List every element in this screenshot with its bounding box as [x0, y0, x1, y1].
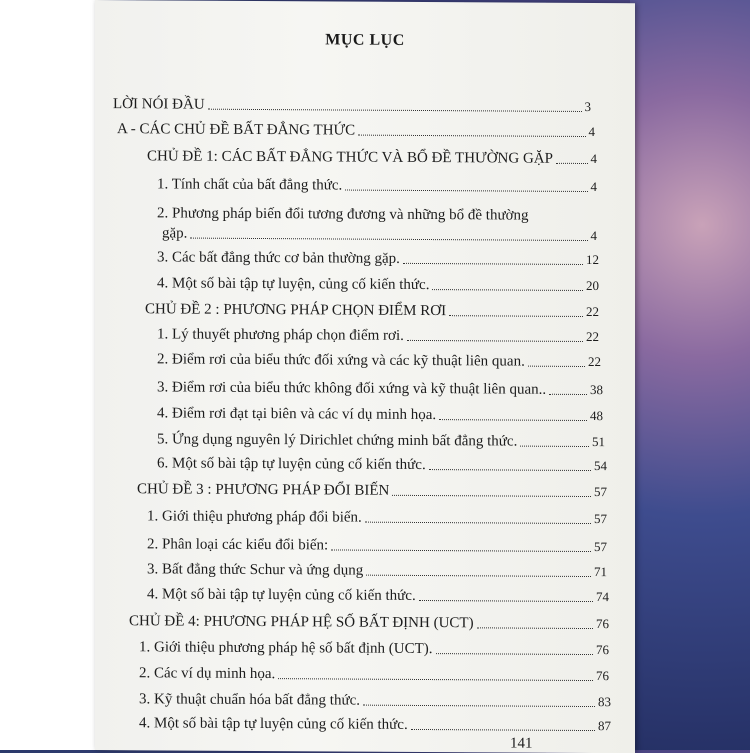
book-page: [95, 0, 635, 753]
leader-dots: [436, 652, 593, 655]
leader-dots: [366, 574, 591, 577]
toc-entry-label: CHỦ ĐỀ 4: PHƯƠNG PHÁP HỆ SỐ BẤT ĐỊNH (UCT): [129, 613, 474, 632]
toc-entry: [139, 690, 611, 711]
toc-entry: [147, 147, 597, 168]
toc-entry: [157, 378, 603, 399]
toc-entry-page: 76: [596, 668, 609, 684]
toc-entry-label: 4. Một số bài tập tự luyện củng cố kiến thức.: [147, 586, 416, 604]
toc-entry: [147, 507, 607, 528]
leader-dots: [365, 521, 591, 524]
leader-dots: [345, 189, 587, 192]
background-left: [0, 0, 95, 750]
leader-dots: [363, 704, 595, 707]
background-fabric: [630, 0, 750, 750]
toc-entry-label: 6. Một số bài tập tự luyện củng cố kiến thức.: [157, 455, 426, 474]
toc-entry-page: 57: [594, 511, 607, 527]
toc-list: [95, 0, 635, 753]
toc-entry-label: CHỦ ĐỀ 2 : PHƯƠNG PHÁP CHỌN ĐIỂM RƠI: [145, 301, 447, 320]
toc-entry: [147, 535, 607, 556]
toc-entry: [139, 638, 609, 659]
toc-entry-page: 4: [590, 179, 597, 195]
toc-entry: [157, 430, 605, 451]
leader-dots: [429, 468, 591, 471]
toc-entry-label: LỜI NÓI ĐẦU: [113, 96, 205, 113]
toc-entry-label: 2. Phân loại các kiểu đổi biến:: [147, 536, 329, 554]
toc-entry: [147, 585, 609, 606]
toc-entry: [157, 274, 599, 295]
toc-entry-label: 4. Điểm rơi đạt tại biên và các ví dụ minh họa.: [157, 405, 437, 424]
toc-entry-label: 3. Các bất đẳng thức cơ bản thường gặp.: [157, 249, 400, 267]
toc-entry-label: 2. Phương pháp biến đổi tương đương và những bổ đề thường: [157, 205, 529, 224]
toc-entry-label: gặp.: [162, 225, 188, 242]
toc-entry-page: 38: [590, 382, 603, 398]
toc-entry: [157, 325, 599, 346]
toc-entry-label: 1. Giới thiệu phương pháp hệ số bất định (UCT).: [139, 639, 433, 658]
toc-entry-page: 83: [598, 694, 611, 710]
toc-entry: [113, 95, 591, 116]
toc-entry: [129, 612, 609, 633]
toc-entry: [139, 664, 609, 685]
toc-entry: [147, 560, 607, 581]
toc-entry-page: 4: [590, 151, 597, 167]
toc-entry-page: 20: [586, 277, 599, 294]
leader-dots: [528, 365, 585, 367]
toc-entry-label: 4. Một số bài tập tự luyện củng cố kiến thức.: [139, 715, 408, 733]
toc-entry-page: 22: [588, 354, 601, 370]
toc-entry-label: 2. Các ví dụ minh họa.: [139, 665, 276, 683]
leader-dots: [403, 262, 583, 265]
toc-entry-label: CHỦ ĐỀ 3 : PHƯƠNG PHÁP ĐỔI BIẾN: [137, 481, 390, 499]
toc-entry: [157, 248, 599, 269]
leader-dots: [392, 494, 591, 497]
toc-entry-label: CHỦ ĐỀ 1: CÁC BẤT ĐẲNG THỨC VÀ BỔ ĐỀ THƯỜNG GẶP: [147, 148, 553, 167]
leader-dots: [411, 728, 595, 731]
leader-dots: [439, 418, 587, 421]
leader-dots: [477, 626, 593, 629]
toc-entry-page: 12: [586, 251, 599, 268]
toc-entry-label: 3. Điểm rơi của biểu thức không đối xứng và kỹ thuật liên quan..: [157, 379, 547, 398]
leader-dots: [449, 314, 583, 317]
toc-entry-label: 3. Kỹ thuật chuẩn hóa bất đẳng thức.: [139, 691, 360, 709]
toc-entry-label: 1. Lý thuyết phương pháp chọn điểm rơi.: [157, 326, 404, 344]
toc-entry-page: 76: [596, 616, 609, 632]
toc-entry-page: 76: [596, 642, 609, 658]
toc-entry-label: 2. Điểm rơi của biểu thức đối xứng và các kỹ thuật liên quan.: [157, 351, 525, 370]
toc-entry-page: 74: [596, 589, 609, 605]
toc-entry: [137, 480, 607, 501]
toc-entry-page: 48: [590, 408, 603, 424]
toc-entry-page: 4: [590, 228, 597, 244]
toc-entry-label: 5. Ứng dụng nguyên lý Dirichlet chứng minh bất đẳng thức.: [157, 431, 518, 450]
leader-dots: [358, 134, 585, 137]
toc-entry: [157, 454, 607, 475]
leader-dots: [208, 108, 582, 112]
toc-entry-page: 54: [594, 458, 607, 474]
toc-entry-page: 57: [594, 539, 607, 555]
page-number: 141: [510, 735, 533, 752]
leader-dots: [556, 162, 588, 164]
toc-entry: [162, 224, 597, 245]
toc-entry-page: 71: [594, 564, 607, 580]
toc-entry-label: 3. Bất đẳng thức Schur và ứng dụng: [147, 561, 364, 579]
toc-entry: [117, 120, 595, 141]
toc-title: MỤC LỤC: [325, 31, 405, 49]
toc-entry-label: 4. Một số bài tập tự luyện, củng cố kiến thức.: [157, 275, 430, 294]
toc-entry-page: 51: [592, 434, 605, 450]
toc-entry-page: 87: [598, 718, 611, 734]
toc-entry: [157, 404, 603, 425]
toc-entry: [145, 300, 599, 321]
leader-dots: [549, 393, 587, 395]
toc-entry: [157, 350, 601, 371]
leader-dots: [278, 677, 593, 681]
leader-dots: [190, 237, 587, 241]
leader-dots: [432, 288, 583, 291]
toc-entry-page: 3: [584, 98, 591, 115]
toc-entry-page: 22: [586, 303, 599, 320]
leader-dots: [331, 548, 591, 552]
toc-entry-page: 22: [586, 328, 599, 345]
toc-entry: [157, 175, 597, 196]
toc-entry: [139, 714, 611, 735]
leader-dots: [407, 339, 583, 342]
toc-entry-label: A - CÁC CHỦ ĐỀ BẤT ĐẲNG THỨC: [117, 121, 356, 139]
toc-entry-label: 1. Tính chất của bất đẳng thức.: [157, 176, 343, 194]
leader-dots: [520, 445, 589, 447]
leader-dots: [419, 599, 593, 602]
toc-entry-page: 57: [594, 484, 607, 500]
toc-entry-page: 4: [588, 124, 595, 140]
toc-entry-label: 1. Giới thiệu phương pháp đổi biến.: [147, 508, 362, 526]
